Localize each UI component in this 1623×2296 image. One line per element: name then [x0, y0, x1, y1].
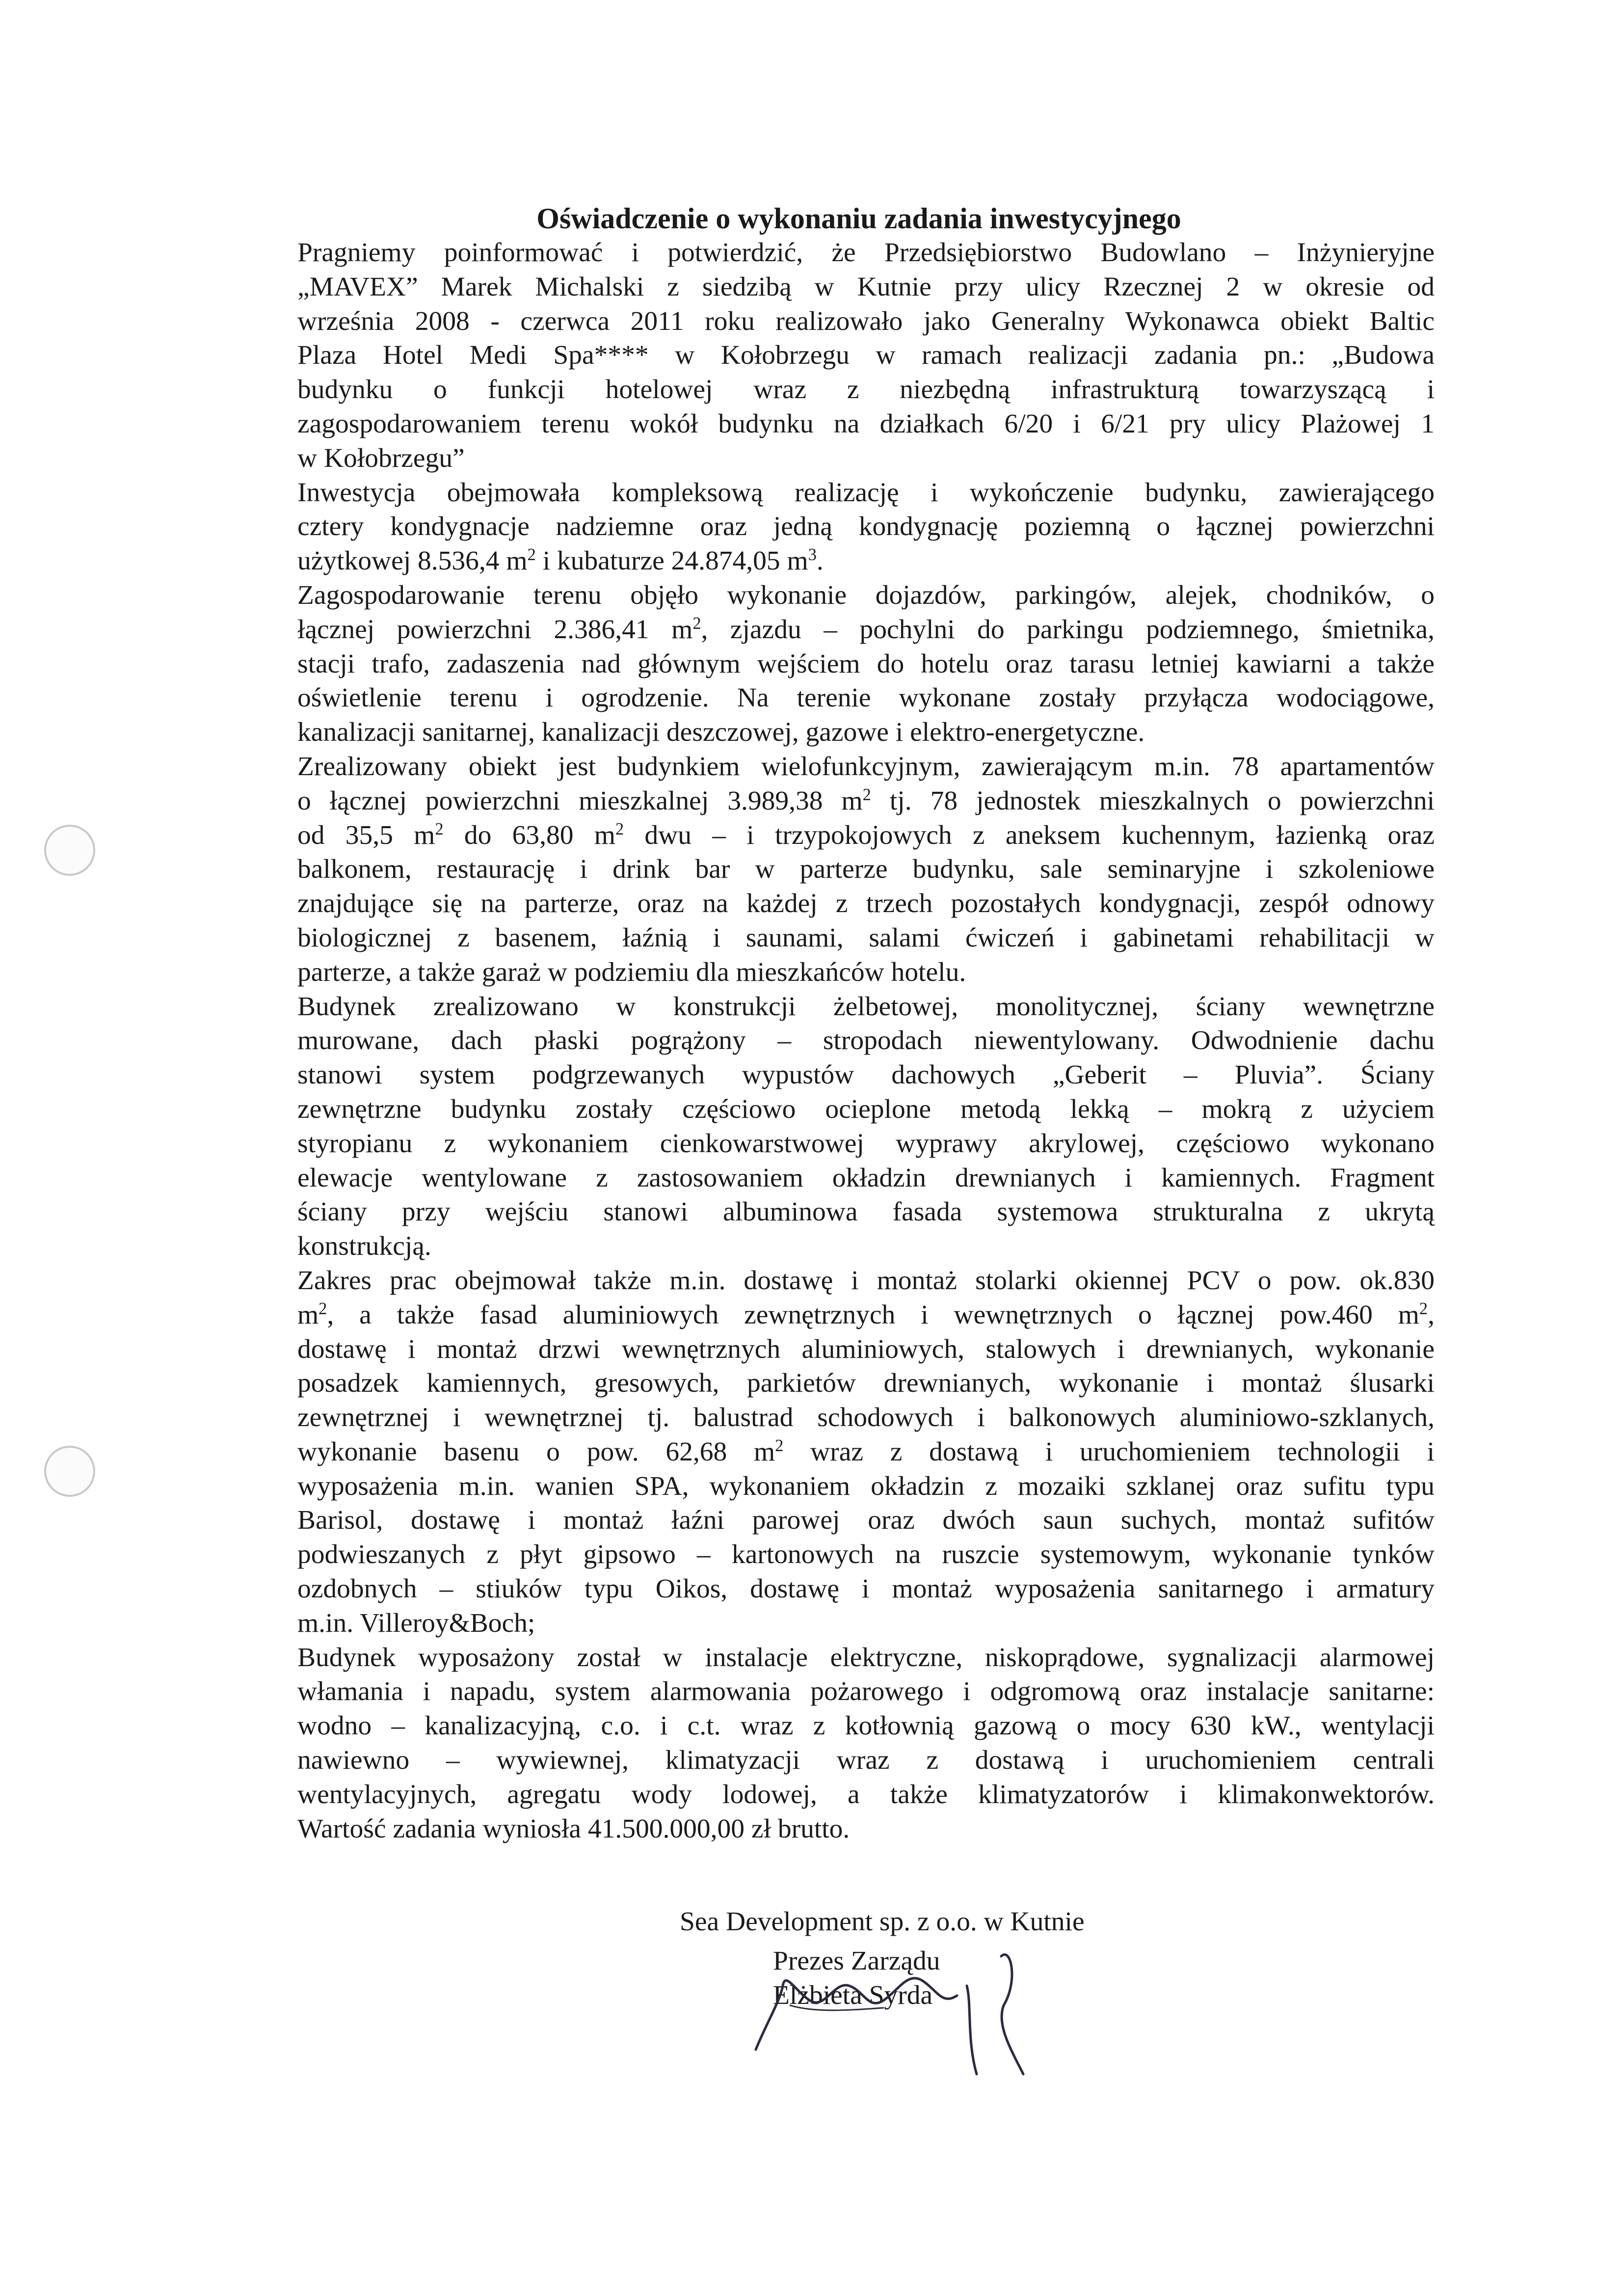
text-line: wodno – kanalizacyjną, c.o. i c.t. wraz z kotłownią gazową o mocy 630 kW., wentylacji — [297, 1711, 1435, 1741]
text-line: m.in. Villeroy&Boch; — [297, 1608, 535, 1638]
text-line: posadzek kamiennych, gresowych, parkietów drewnianych, wykonanie i montaż ślusarki — [297, 1368, 1435, 1399]
text-line: zagospodarowaniem terenu wokół budynku na działkach 6/20 i 6/21 pry ulicy Plażowej 1 — [297, 408, 1435, 439]
text-line: balkonem, restaurację i drink bar w parterze budynku, sale seminaryjne i szkoleniowe — [297, 854, 1435, 885]
paragraph — [297, 990, 1435, 1264]
text-line: włamania i napadu, system alarmowania pożarowego i odgromową oraz instalacje sanitarne: — [297, 1676, 1435, 1707]
text-line: stacji trafo, zadaszenia nad głównym wejściem do hotelu oraz tarasu letniej kawiarni a także — [297, 648, 1435, 679]
text-line: dostawę i montaż drzwi wewnętrznych aluminiowych, stalowych i drewnianych, wykonanie — [297, 1334, 1435, 1364]
text-line: wyposażenia m.in. wanien SPA, wykonaniem okładzin z mozaiki szklanej oraz sufitu typu — [297, 1471, 1435, 1501]
text-line: Zagospodarowanie terenu objęło wykonanie dojazdów, parkingów, alejek, chodników, o — [297, 580, 1435, 610]
text-line: ozdobnych – stiuków typu Oikos, dostawę i montaż wyposażenia sanitarnego i armatury — [297, 1574, 1435, 1604]
text-line: „MAVEX” Marek Michalski z siedzibą w Kutnie przy ulicy Rzecznej 2 w okresie od — [297, 271, 1435, 302]
text-line: nawiewno – wywiewnej, klimatyzacji wraz z dostawą i uruchomieniem centrali — [297, 1745, 1435, 1776]
text-line: kanalizacji sanitarnej, kanalizacji deszczowej, gazowe i elektro-energetyczne. — [297, 717, 1145, 748]
text-line: parterze, a także garaż w podziemiu dla mieszkańców hotelu. — [297, 957, 966, 987]
signatory-name: Elżbieta Syrda — [773, 1980, 933, 2010]
text-line: stanowi system podgrzewanych wypustów dachowych „Geberit – Pluvia”. Ściany — [297, 1060, 1435, 1090]
paragraph — [297, 1264, 1435, 1641]
text-line: września 2008 - czerwca 2011 roku realizowało jako Generalny Wykonawca obiekt Baltic — [297, 306, 1435, 336]
signatory-role: Prezes Zarządu — [773, 1946, 940, 1976]
text-line: zewnętrzne budynku zostały częściowo ocieplone metodą lekką – mokrą z użyciem — [297, 1094, 1435, 1124]
text-line: konstrukcją. — [297, 1231, 431, 1262]
text-line: oświetlenie terenu i ogrodzenie. Na terenie wykonane zostały przyłącza wodociągowe, — [297, 683, 1435, 713]
text-line: elewacje wentylowane z zastosowaniem okładzin drewnianych i kamiennych. Fragment — [297, 1162, 1435, 1193]
text-line: Zakres prac obejmował także m.in. dostawę i montaż stolarki okiennej PCV o pow. ok.830 — [297, 1265, 1435, 1296]
paragraph — [297, 578, 1435, 750]
text-line: murowane, dach płaski pogrążony – stropodach niewentylowany. Odwodnienie dachu — [297, 1026, 1435, 1056]
text-line: wentylacyjnych, agregatu wody lodowej, a także klimatyzatorów i klimakonwektorów. — [297, 1779, 1435, 1810]
text-line: biologicznej z basenem, łaźnią i saunami, salami ćwiczeń i gabinetami rehabilitacji w — [297, 922, 1435, 953]
text-line: użytkowej 8.536,4 $m^2$ i kubaturze 24.874,05 $m^3$. — [297, 545, 824, 576]
company-name: Sea Development sp. z o.o. w Kutnie — [680, 1907, 1085, 1937]
text-line: Plaza Hotel Medi Spa**** w Kołobrzegu w ramach realizacji zadania pn.: „Budowa — [297, 340, 1435, 371]
text-line: styropianu z wykonaniem cienkowarstwowej wyprawy akrylowej, częściowo wykonano — [297, 1128, 1435, 1159]
text-line: znajdujące się na parterze, oraz na każdej z trzech pozostałych kondygnacji, zespół odnowy — [297, 889, 1435, 919]
text-line: od 35,5 $m^2$ do 63,80 $m^2$ dwu – i trzypokojowych z aneksem kuchennym, łazienką oraz — [297, 819, 1435, 850]
paragraph — [297, 476, 1435, 578]
text-line: podwieszanych z płyt gipsowo – kartonowych na ruszcie systemowym, wykonanie tynków — [297, 1540, 1435, 1570]
text-line: Inwestycja obejmowała kompleksową realizację i wykończenie budynku, zawierającego — [297, 477, 1435, 508]
text-line: Pragniemy poinformować i potwierdzić, że Przedsiębiorstwo Budowlano – Inżynieryjne — [297, 238, 1435, 268]
text-line: łącznej powierzchni 2.386,41 $m^2$, zjazdu – pochylni do parkingu podziemnego, śmietnika, — [297, 614, 1435, 645]
text-line: Barisol, dostawę i montaż łaźni parowej oraz dwóch saun suchych, montaż sufitów — [297, 1505, 1435, 1536]
text-line: zewnętrznej i wewnętrznej tj. balustrad schodowych i balkonowych aluminiowo-szklanych, — [297, 1403, 1435, 1433]
text-line: Wartość zadania wyniosła 41.500.000,00 zł brutto. — [297, 1813, 850, 1844]
text-line: ściany przy wejściu stanowi albuminowa fasada systemowa strukturalna z ukrytą — [297, 1197, 1435, 1227]
text-line: Budynek wyposażony został w instalacje elektryczne, niskoprądowe, sygnalizacji alarmowej — [297, 1642, 1435, 1673]
punch-hole — [44, 825, 95, 876]
text-line: $m^2$, a także fasad aluminiowych zewnętrznych i wewnętrznych o łącznej pow.460 $m^2$, — [297, 1299, 1435, 1330]
paragraph — [297, 1641, 1435, 1846]
paragraph — [297, 750, 1435, 990]
text-line: cztery kondygnacje nadziemne oraz jedną kondygnację poziemną o łącznej powierzchni — [297, 512, 1435, 542]
handwritten-signature — [736, 1927, 1055, 2084]
paragraph — [297, 236, 1435, 476]
punch-hole — [44, 1446, 95, 1497]
text-line: Budynek zrealizowano w konstrukcji żelbetowej, monolitycznej, ściany wewnętrzne — [297, 991, 1435, 1022]
text-line: wykonanie basenu o pow. 62,68 $m^2$ wraz z dostawą i uruchomieniem technologii i — [297, 1436, 1435, 1467]
document-title: Oświadczenie o wykonaniu zadania inwestycyjnego — [536, 202, 1181, 235]
document-body — [297, 236, 1435, 1846]
text-line: Zrealizowany obiekt jest budynkiem wielofunkcyjnym, zawierającym m.in. 78 apartamentów — [297, 751, 1435, 782]
text-line: w Kołobrzegu” — [297, 443, 465, 473]
text-line: o łącznej powierzchni mieszkalnej 3.989,38 $m^2$ tj. 78 jednostek mieszkalnych o powierzchni — [297, 785, 1435, 816]
text-line: budynku o funkcji hotelowej wraz z niezbędną infrastrukturą towarzyszącą i — [297, 375, 1435, 405]
